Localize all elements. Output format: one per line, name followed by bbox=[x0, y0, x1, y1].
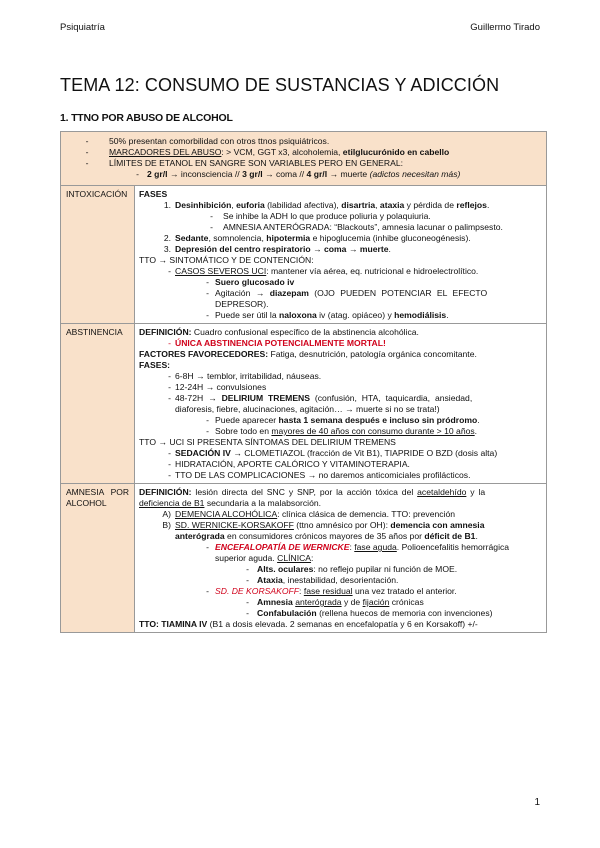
intro-cell bbox=[61, 132, 546, 186]
text: HIDRATACIÓN, APORTE CALÓRICO Y VITAMINOTERAPIA. bbox=[175, 459, 410, 469]
u: fase aguda bbox=[354, 542, 397, 552]
text: 6-8H → temblor, irritabilidad, náuseas. bbox=[175, 371, 322, 381]
b: Suero glucosado iv bbox=[215, 277, 295, 287]
dash: - bbox=[168, 338, 171, 348]
spacer bbox=[139, 299, 215, 310]
b: hipotermia bbox=[266, 233, 311, 243]
text: diaforesis, fiebre, alucinaciones, agitación… → muerte si no se trata!) bbox=[175, 404, 440, 414]
dash: - bbox=[206, 415, 209, 425]
red-heading: ENCEFALOPATÍA DE WERNICKE bbox=[215, 542, 350, 552]
value: 2 gr/l bbox=[147, 169, 168, 179]
dash: - bbox=[85, 158, 89, 168]
dash: - bbox=[210, 211, 213, 221]
tto-line: TTO → SINTOMÁTICO Y DE CONTENCIÓN: bbox=[139, 255, 314, 265]
b: coma bbox=[324, 244, 347, 254]
b: Alts. oculares bbox=[257, 564, 314, 574]
t: : bbox=[311, 553, 314, 563]
red-heading: SD. DE KORSAKOFF bbox=[215, 586, 300, 596]
dash: - bbox=[246, 597, 249, 607]
t: (rellena huecos de memoria con invenciones) bbox=[316, 608, 493, 618]
b: Depresión del centro respiratorio bbox=[175, 244, 311, 254]
content-abstinencia bbox=[135, 324, 546, 483]
t: : mantener vía aérea, eq. nutricional e hidroelectrolítico. bbox=[266, 266, 479, 276]
text: → coma // bbox=[262, 169, 307, 179]
t: (labilidad afectiva), bbox=[264, 200, 342, 210]
t: . bbox=[486, 200, 490, 210]
t: Puede ser útil la bbox=[215, 310, 280, 320]
number: 1. bbox=[163, 200, 171, 210]
b: muerte bbox=[359, 244, 389, 254]
b: déficit de B1 bbox=[424, 531, 476, 541]
t: Agitación → bbox=[215, 288, 270, 298]
text: AMNESIA ANTERÓGRADA: “Blackouts”, amnesia lacunar o palimpsesto. bbox=[223, 222, 503, 232]
b: euforia bbox=[236, 200, 265, 210]
u: SD. WERNICKE-KORSAKOFF bbox=[175, 520, 294, 530]
intro-line bbox=[65, 158, 542, 169]
markers-text: : > VCM, GGT x3, alcoholemia, bbox=[221, 147, 343, 157]
header-left: Psiquiatría bbox=[60, 22, 105, 33]
t: → CLOMETIAZOL (fracción de Vit B1), TIAPRIDE O BZD (dosis alta) bbox=[230, 448, 498, 458]
warning: ÚNICA ABSTINENCIA POTENCIALMENTE MORTAL! bbox=[175, 338, 386, 348]
b: reflejos bbox=[456, 200, 487, 210]
content-intoxicacion bbox=[135, 186, 546, 323]
dash: - bbox=[206, 542, 209, 552]
t: . bbox=[446, 310, 449, 320]
t: (OJO PUEDEN POTENCIAR EL EFECTO bbox=[308, 288, 488, 298]
t: . bbox=[477, 415, 480, 425]
t: , somnolencia, bbox=[208, 233, 267, 243]
u: acetaldehído bbox=[417, 487, 467, 497]
t: Fatiga, desnutrición, patología orgánica concomitante. bbox=[268, 349, 477, 359]
b: SEDACIÓN IV bbox=[175, 448, 231, 458]
fases-heading: FASES bbox=[139, 189, 168, 199]
b: hemodiálisis bbox=[394, 310, 447, 320]
alcohol-table bbox=[60, 131, 547, 633]
b: naloxona bbox=[279, 310, 317, 320]
b: TTO: TIAMINA IV bbox=[139, 619, 208, 629]
b: Ataxia bbox=[257, 575, 283, 585]
b: Amnesia bbox=[257, 597, 296, 607]
dash: - bbox=[206, 288, 209, 298]
value: 3 gr/l bbox=[242, 169, 263, 179]
dash: - bbox=[85, 136, 89, 146]
dash: - bbox=[168, 371, 171, 381]
header-right: Guillermo Tirado bbox=[470, 22, 540, 33]
letter: B) bbox=[162, 520, 171, 530]
b: ataxia bbox=[379, 200, 405, 210]
markers-bold: etilglucurónido en cabello bbox=[342, 147, 450, 157]
text: → inconsciencia // bbox=[167, 169, 243, 179]
u: CASOS SEVEROS UCI bbox=[175, 266, 267, 276]
b: Sedante bbox=[175, 233, 209, 243]
b: DELIRIUM TREMENS bbox=[221, 393, 310, 403]
row-amnesia bbox=[61, 483, 546, 632]
markers-label: MARCADORES DEL ABUSO bbox=[109, 147, 222, 157]
label-abstinencia: ABSTINENCIA bbox=[61, 324, 135, 483]
t: . bbox=[475, 531, 478, 541]
dash: - bbox=[246, 575, 249, 585]
t: y la bbox=[466, 487, 486, 497]
dash: - bbox=[136, 169, 139, 179]
fases-heading: FASES: bbox=[139, 360, 171, 370]
t: → bbox=[346, 244, 360, 254]
t: . bbox=[388, 244, 391, 254]
b: demencia con amnesia bbox=[390, 520, 485, 530]
t: Cuadro confusional específico de la abstinencia alcohólica. bbox=[191, 327, 419, 337]
t: Sobre todo en bbox=[215, 426, 272, 436]
dash: - bbox=[168, 266, 171, 276]
dash: - bbox=[168, 382, 171, 392]
dash: - bbox=[206, 426, 209, 436]
t: (ttno amnésico por OH): bbox=[293, 520, 391, 530]
label-intoxicacion: INTOXICACIÓN bbox=[61, 186, 135, 323]
value: 4 gr/l bbox=[306, 169, 328, 179]
t: y de bbox=[341, 597, 363, 607]
t: : bbox=[299, 586, 304, 596]
text: → muerte bbox=[327, 169, 370, 179]
text: Se inhibe la ADH lo que produce poliuria y polaquiuria. bbox=[223, 211, 431, 221]
number: 3. bbox=[163, 244, 171, 254]
u: mayores de 40 años con consumo durante > 10 años bbox=[271, 426, 475, 436]
b: hasta 1 semana después e incluso sin pródromo bbox=[278, 415, 478, 425]
dash: - bbox=[168, 470, 171, 480]
row-intoxicacion bbox=[61, 186, 546, 323]
t: 48-72H → bbox=[175, 393, 222, 403]
page-number: 1 bbox=[534, 797, 540, 808]
intro-line bbox=[65, 169, 542, 180]
content-amnesia bbox=[135, 484, 546, 632]
intro-line bbox=[65, 147, 542, 158]
t: crónicas bbox=[389, 597, 424, 607]
u: CLÍNICA bbox=[277, 553, 312, 563]
u: DEMENCIA ALCOHÓLICA bbox=[175, 509, 278, 519]
intro-text: LÍMITES DE ETANOL EN SANGRE SON VARIABLES PERO EN GENERAL: bbox=[109, 158, 404, 168]
t: : no reflejo pupilar ni función de MOE. bbox=[313, 564, 458, 574]
number: 2. bbox=[163, 233, 171, 243]
t: en consumidores crónicos mayores de 35 años por bbox=[224, 531, 425, 541]
t: iv (atag. opiáceo) y bbox=[316, 310, 395, 320]
intro-text: 50% presentan comorbilidad con otros ttnos psiquiátricos. bbox=[109, 136, 330, 146]
dash: - bbox=[168, 393, 171, 403]
t: , bbox=[375, 200, 380, 210]
t: una vez tratado el anterior. bbox=[352, 586, 457, 596]
t: , inestabilidad, desorientación. bbox=[282, 575, 399, 585]
t: . Polioencefalitis hemorrágica bbox=[396, 542, 510, 552]
t: y pérdida de bbox=[404, 200, 457, 210]
dash: - bbox=[206, 277, 209, 287]
t: (confusión, HTA, taquicardia, ansiedad, bbox=[310, 393, 473, 403]
t: → bbox=[310, 244, 324, 254]
dash: - bbox=[168, 459, 171, 469]
t: e hipoglucemia (inhibe gluconeogénesis). bbox=[310, 233, 471, 243]
row-abstinencia bbox=[61, 323, 546, 483]
u: anterógrada bbox=[295, 597, 342, 607]
dash: - bbox=[206, 310, 209, 320]
dash: - bbox=[206, 586, 209, 596]
t: : clínica clásica de demencia. TTO: prevención bbox=[277, 509, 456, 519]
t: superior aguda. bbox=[215, 553, 278, 563]
dash: - bbox=[85, 147, 89, 157]
b: disartria bbox=[341, 200, 376, 210]
b: Desinhibición bbox=[175, 200, 232, 210]
text: TTO DE LAS COMPLICACIONES → no daremos anticomiciales profilácticos. bbox=[175, 470, 471, 480]
b: anterógrada bbox=[175, 531, 225, 541]
dash: - bbox=[210, 222, 213, 232]
t: : bbox=[349, 542, 355, 552]
u: deficiencia de B1 bbox=[139, 498, 205, 508]
note: (adictos necesitan más) bbox=[369, 169, 461, 179]
intro-line bbox=[65, 136, 542, 147]
spacer bbox=[139, 531, 175, 542]
t: Puede aparecer bbox=[215, 415, 279, 425]
b: diazepam bbox=[269, 288, 309, 298]
b: Confabulación bbox=[257, 608, 317, 618]
t: , bbox=[231, 200, 237, 210]
dash: - bbox=[168, 448, 171, 458]
spacer bbox=[139, 404, 175, 415]
section-heading: 1. TTNO POR ABUSO DE ALCOHOL bbox=[60, 112, 233, 124]
b: DEFINICIÓN: bbox=[139, 327, 192, 337]
tto-line: TTO → UCI SI PRESENTA SÍNTOMAS DEL DELIRIUM TREMENS bbox=[139, 437, 396, 447]
page-title: TEMA 12: CONSUMO DE SUSTANCIAS Y ADICCIÓN bbox=[60, 75, 500, 95]
dash: - bbox=[246, 564, 249, 574]
spacer bbox=[139, 553, 215, 564]
letter: A) bbox=[162, 509, 171, 519]
text: 12-24H → convulsiones bbox=[175, 382, 267, 392]
label-amnesia: AMNESIA POR ALCOHOL bbox=[61, 484, 135, 632]
b: FACTORES FAVORECEDORES: bbox=[139, 349, 269, 359]
t: lesión directa del SNC y SNP, por la acción tóxica del bbox=[191, 487, 418, 497]
t: secundaria a la malabsorción. bbox=[204, 498, 322, 508]
dash: - bbox=[246, 608, 249, 618]
text: DEPRESOR). bbox=[215, 299, 269, 309]
b: DEFINICIÓN: bbox=[139, 487, 192, 497]
u: fase residual bbox=[303, 586, 353, 596]
u: fijación bbox=[362, 597, 390, 607]
t: . bbox=[474, 426, 478, 436]
t: (B1 a dosis elevada. 2 semanas en encefalopatía y 6 en Korsakoff) +/- bbox=[207, 619, 478, 629]
